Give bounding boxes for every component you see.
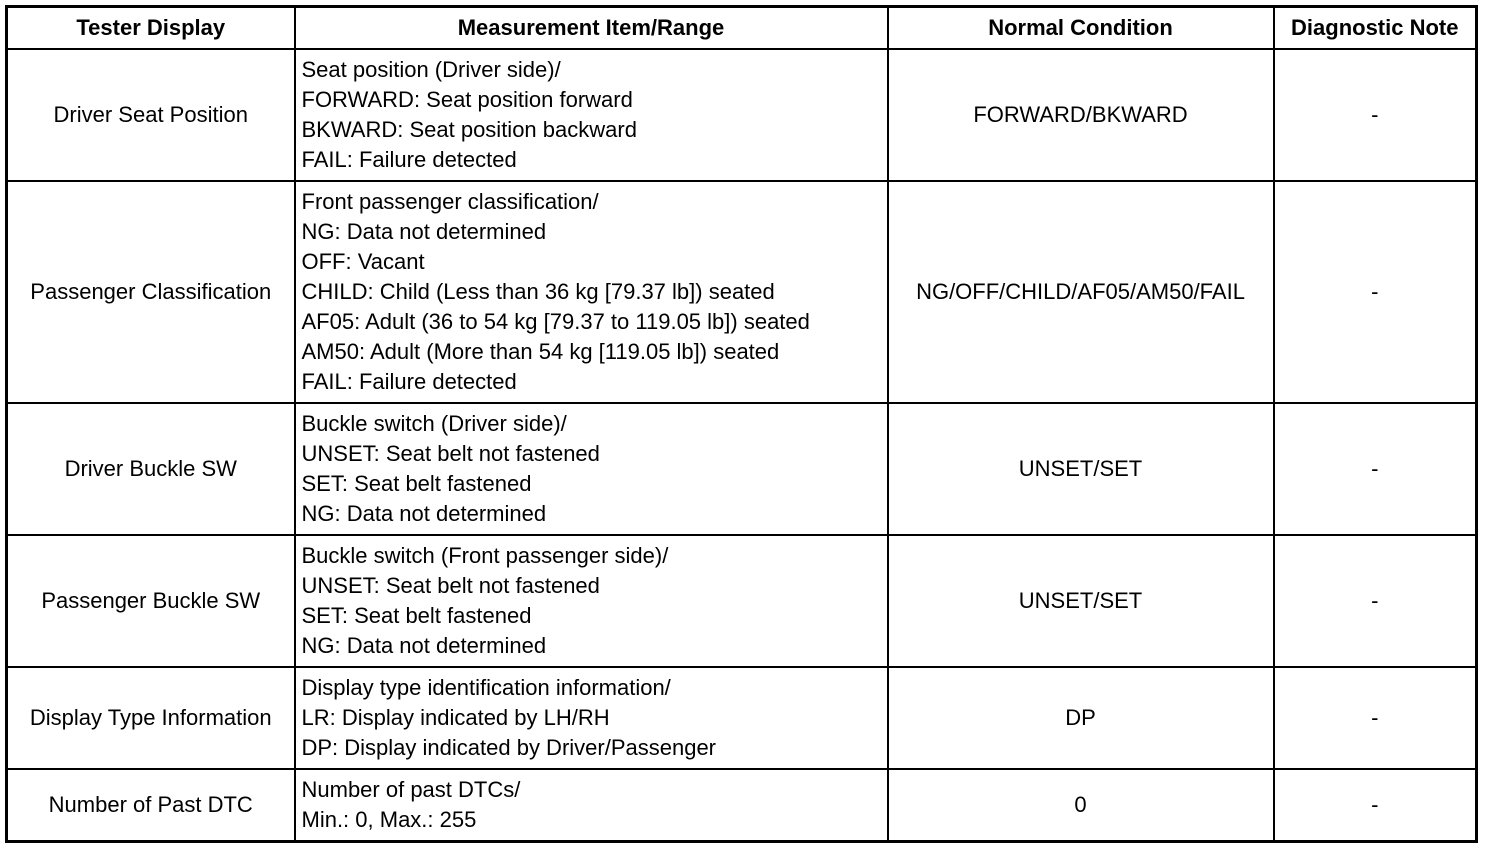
range-line: NG: Data not determined: [301, 501, 547, 526]
measurement-range-cell: [295, 181, 888, 403]
range-line: SET: Seat belt fastened: [301, 603, 532, 628]
measurement-range-cell: [295, 535, 888, 667]
range-line: UNSET: Seat belt not fastened: [301, 573, 600, 598]
range-line: AF05: Adult (36 to 54 kg [79.37 to 119.05 lb]) seated: [301, 309, 810, 334]
diagnostic-note-cell: -: [1274, 535, 1477, 667]
range-line: Min.: 0, Max.: 255: [301, 806, 477, 832]
table-header: [7, 7, 1477, 50]
measurement-range-cell: [295, 667, 888, 769]
tester-display-cell: Passenger Buckle SW: [7, 535, 295, 667]
tester-display-cell: Display Type Information: [7, 667, 295, 769]
tester-display-cell: Driver Seat Position: [7, 49, 295, 181]
tester-display-cell: Passenger Classification: [7, 181, 295, 403]
normal-condition-cell: UNSET/SET: [888, 535, 1274, 667]
diagnostic-note-cell: -: [1274, 403, 1477, 535]
data-list-table: [5, 5, 1478, 843]
diagnostic-note-cell: -: [1274, 769, 1477, 841]
diagnostic-note-cell: -: [1274, 667, 1477, 769]
header-tester-display: Tester Display: [7, 7, 295, 50]
normal-condition-cell: FORWARD/BKWARD: [888, 49, 1274, 181]
range-line: AM50: Adult (More than 54 kg [119.05 lb]) seated: [301, 339, 780, 364]
range-line: FAIL: Failure detected: [301, 369, 517, 394]
header-row: [7, 7, 1477, 50]
table-row: [7, 769, 1477, 841]
measurement-range-cell: [295, 769, 888, 841]
table-row: [7, 535, 1477, 667]
measurement-range-cell: [295, 49, 888, 181]
range-line: FAIL: Failure detected: [301, 147, 517, 172]
diagnostic-note-cell: -: [1274, 49, 1477, 181]
header-measurement-range: Measurement Item/Range: [295, 7, 888, 50]
table-row: [7, 667, 1477, 769]
range-line: Display type identification information/: [301, 675, 671, 700]
range-line: LR: Display indicated by LH/RH: [301, 705, 610, 730]
table-row: [7, 49, 1477, 181]
normal-condition-cell: 0: [888, 769, 1274, 841]
header-diagnostic-note: Diagnostic Note: [1274, 7, 1477, 50]
range-line: OFF: Vacant: [301, 249, 425, 274]
table-row: [7, 181, 1477, 403]
range-line: BKWARD: Seat position backward: [301, 117, 637, 142]
range-line: CHILD: Child (Less than 36 kg [79.37 lb]) seated: [301, 279, 775, 304]
header-normal-condition: Normal Condition: [888, 7, 1274, 50]
range-line: NG: Data not determined: [301, 633, 547, 658]
range-line: UNSET: Seat belt not fastened: [301, 441, 600, 466]
normal-condition-cell: UNSET/SET: [888, 403, 1274, 535]
data-table-wrapper: [5, 5, 1478, 843]
range-line: Buckle switch (Front passenger side)/: [301, 543, 669, 568]
tester-display-cell: Number of Past DTC: [7, 769, 295, 841]
range-line: Front passenger classification/: [301, 189, 599, 214]
table-row: [7, 403, 1477, 535]
normal-condition-cell: NG/OFF/CHILD/AF05/AM50/FAIL: [888, 181, 1274, 403]
range-line: Seat position (Driver side)/: [301, 57, 561, 82]
table-body: [7, 49, 1477, 841]
range-line: DP: Display indicated by Driver/Passenger: [301, 735, 717, 760]
range-line: Number of past DTCs/: [301, 776, 521, 802]
diagnostic-note-cell: -: [1274, 181, 1477, 403]
range-line: FORWARD: Seat position forward: [301, 87, 633, 112]
range-line: SET: Seat belt fastened: [301, 471, 532, 496]
range-line: NG: Data not determined: [301, 219, 547, 244]
normal-condition-cell: DP: [888, 667, 1274, 769]
measurement-range-cell: [295, 403, 888, 535]
tester-display-cell: Driver Buckle SW: [7, 403, 295, 535]
range-line: Buckle switch (Driver side)/: [301, 411, 567, 436]
